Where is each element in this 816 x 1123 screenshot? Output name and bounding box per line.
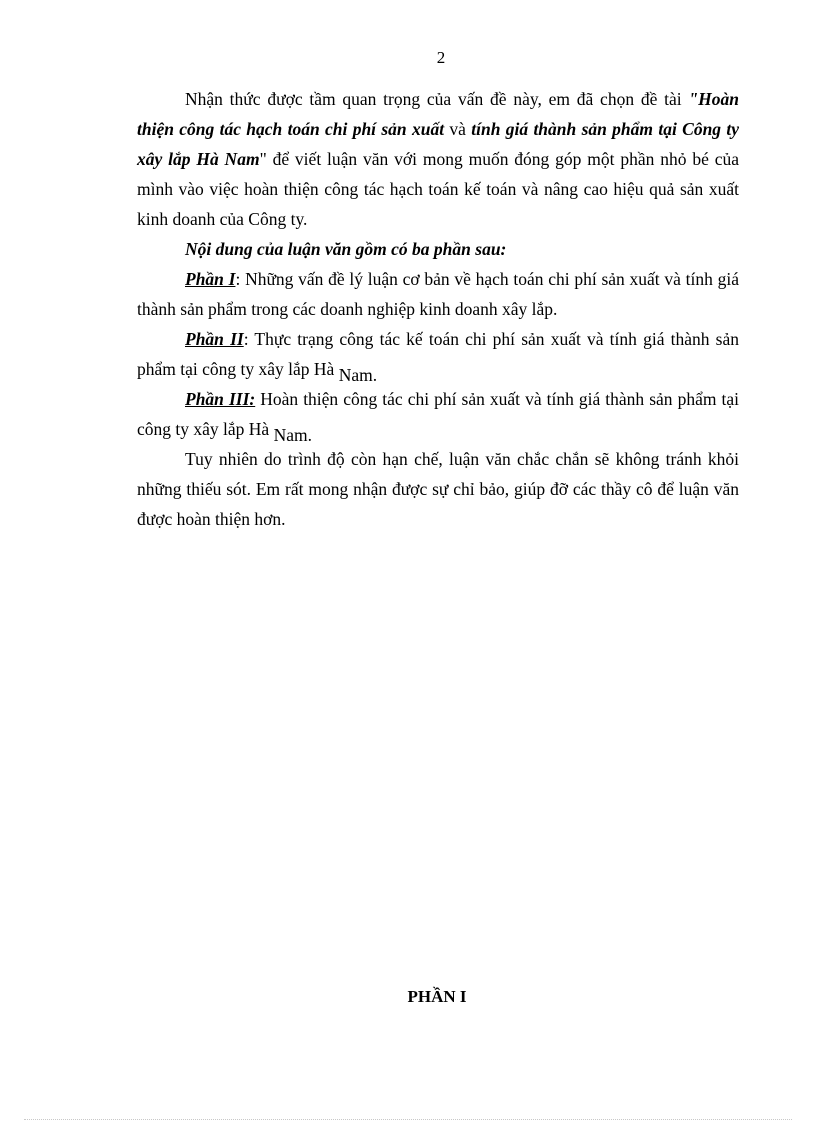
- part-2-tail: Nam.: [338, 365, 378, 385]
- intro-text-end: " để viết luận văn với mong muốn đóng góp một phần nhỏ bé của mình vào việc hoàn thiện công tác hạch toán kế toán và nâng cao hiệu quả sản xuất kinh doanh của Công ty.: [137, 149, 739, 229]
- part-3-paragraph: [137, 384, 739, 444]
- part-1-text: Những vấn đề lý luận cơ bản về hạch toán chi phí sản xuất và tính giá thành sản phẩm trong các doanh nghiệp kinh doanh xây lắp.: [137, 269, 739, 319]
- part-1-paragraph: [137, 264, 739, 324]
- part-1-label: Phần I: [185, 269, 236, 289]
- part-3-label: Phần III:: [185, 389, 256, 409]
- intro-text-start: Nhận thức được tầm quan trọng của vấn đề này, em đã chọn đề tài: [185, 89, 689, 109]
- part-1-separator: :: [235, 269, 246, 289]
- intro-paragraph: [137, 84, 739, 234]
- thesis-title-part-b: tính giá thành sản phẩm tại Công ty xây lắp Hà Nam: [137, 119, 739, 169]
- part-2-separator: :: [243, 329, 255, 349]
- page-number: 2: [436, 48, 446, 67]
- thesis-title-part-a: "Hoàn thiện công tác hạch toán chi phí sản xuất: [137, 89, 739, 139]
- closing-paragraph: Tuy nhiên do trình độ còn hạn chế, luận văn chắc chắn sẽ không tránh khỏi những thiếu sót. Em rất mong nhận được sự chỉ bảo, giúp đỡ các thầy cô để luận văn được hoàn thiện hơn.: [137, 449, 739, 529]
- next-section-title: PHẦN I: [407, 987, 467, 1006]
- page-bottom-divider: [24, 1119, 792, 1120]
- part-3-text: Hoàn thiện công tác chi phí sản xuất và tính giá thành sản phẩm tại công ty xây lắp Hà: [137, 389, 739, 439]
- part-2-label: Phần II: [185, 329, 244, 349]
- part-2-text: Thực trạng công tác kế toán chi phí sản xuất và tính giá thành sản phẩm tại công ty xây lắp Hà: [137, 329, 739, 379]
- part-3-tail: Nam.: [273, 425, 312, 445]
- contents-heading: Nội dung của luận văn gồm có ba phần sau:: [185, 239, 507, 259]
- intro-text-and: và: [444, 119, 472, 139]
- document-body: [137, 84, 739, 534]
- part-2-paragraph: [137, 324, 739, 384]
